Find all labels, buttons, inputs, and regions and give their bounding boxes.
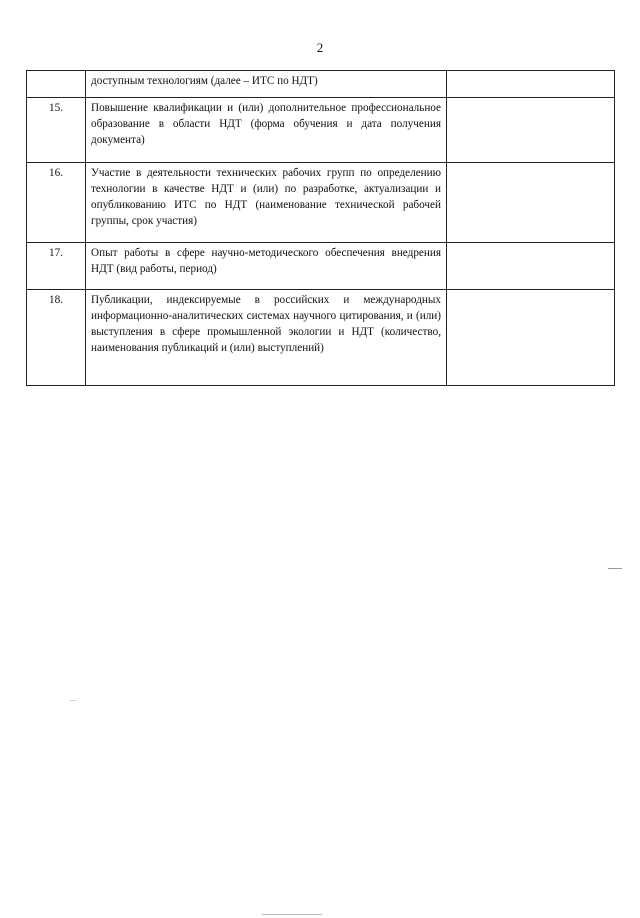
table-row — [27, 290, 615, 386]
row-description: Публикации, индексируемые в российских и международных информационно-аналитических системах научного цитирования, и (или) выступления в сфере промышленной экологии и НДТ (количество, наименования публикаций и (или) выступлений) — [86, 290, 447, 386]
page-number: 2 — [316, 40, 324, 55]
table-row — [27, 163, 615, 243]
scan-artifact — [608, 568, 622, 569]
row-number — [27, 71, 86, 98]
row-description: Опыт работы в сфере научно-методического обеспечения внедрения НДТ (вид работы, период) — [86, 243, 447, 290]
row-value-cell[interactable] — [447, 163, 615, 243]
table-row — [27, 98, 615, 163]
row-value-cell[interactable] — [447, 71, 615, 98]
scan-artifact — [262, 914, 322, 915]
row-description: доступным технологиям (далее – ИТС по НДТ) — [86, 71, 447, 98]
row-value-cell[interactable] — [447, 243, 615, 290]
row-value-cell[interactable] — [447, 290, 615, 386]
table-row — [27, 71, 615, 98]
scan-artifact — [70, 700, 76, 701]
row-number: 15. — [27, 98, 86, 163]
row-number: 17. — [27, 243, 86, 290]
row-value-cell[interactable] — [447, 98, 615, 163]
row-number: 18. — [27, 290, 86, 386]
row-description: Повышение квалификации и (или) дополнительное профессиональное образование в области НДТ (форма обучения и дата получения документа) — [86, 98, 447, 163]
application-form-table — [26, 70, 615, 386]
row-number: 16. — [27, 163, 86, 243]
table-row — [27, 243, 615, 290]
row-description: Участие в деятельности технических рабочих групп по определению технологии в качестве НДТ и (или) по разработке, актуализации и опубликованию ИТС по НДТ (наименование технической рабочей группы, срок участия) — [86, 163, 447, 243]
